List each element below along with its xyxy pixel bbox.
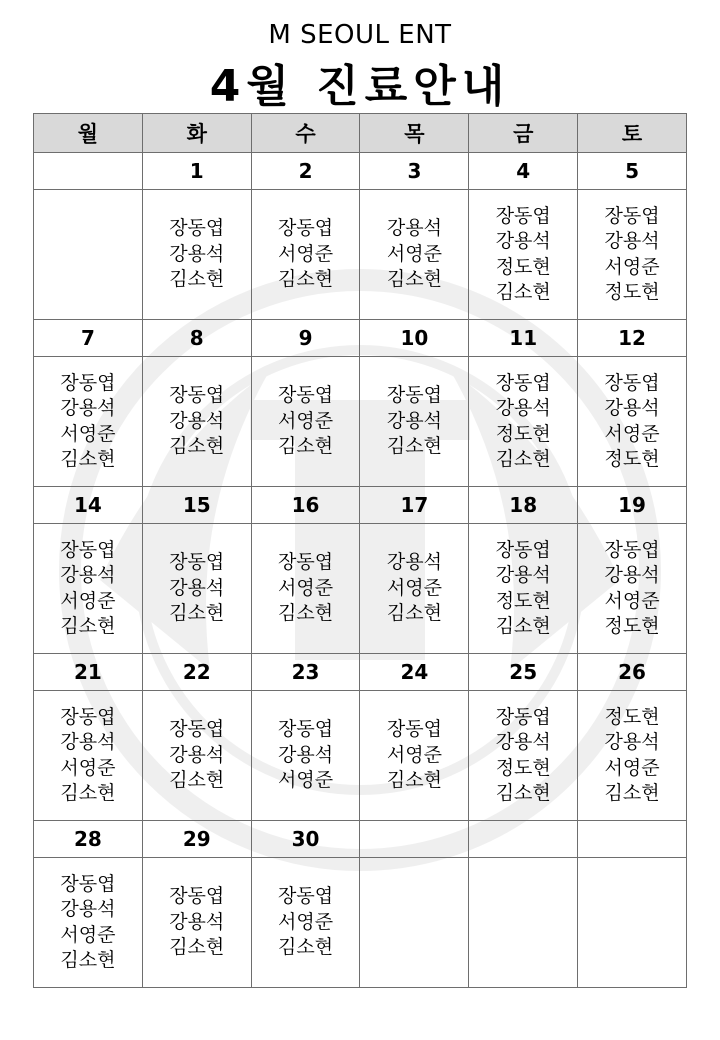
page-title: 4월 진료안내 <box>209 61 511 112</box>
doctor-name: 정도현 <box>495 255 551 278</box>
doctor-name: 정도현 <box>495 589 551 612</box>
doctor-name: 장동엽 <box>278 885 334 908</box>
doctor-name: 김소현 <box>386 769 442 792</box>
doctor-schedule-cell <box>578 190 687 320</box>
doctor-schedule-cell <box>142 858 251 988</box>
doctor-name: 김소현 <box>604 782 660 804</box>
doctor-name: 김소현 <box>60 615 116 637</box>
doctor-name: 김소현 <box>386 268 442 291</box>
doctor-name: 장동엽 <box>60 371 116 394</box>
doctor-name: 서영준 <box>60 756 116 779</box>
doctor-name: 강용석 <box>604 397 660 419</box>
doctor-name: 서영준 <box>278 409 334 432</box>
doctor-schedule-cell <box>578 858 687 988</box>
doctor-name: 정도현 <box>604 281 660 303</box>
doctor-name: 정도현 <box>604 615 660 637</box>
doctor-schedule-cell <box>251 691 360 821</box>
date-cell: 12 <box>578 320 687 357</box>
doctor-schedule-cell <box>360 357 469 487</box>
doctor-schedule-cell <box>469 357 578 487</box>
doctor-name: 서영준 <box>278 910 334 933</box>
doctor-schedule-cell <box>251 524 360 654</box>
doctor-row <box>34 190 687 320</box>
date-cell: 15 <box>142 487 251 524</box>
doctor-name: 서영준 <box>604 422 660 445</box>
date-cell: 1 <box>142 153 251 190</box>
date-cell: 10 <box>360 320 469 357</box>
doctor-name: 서영준 <box>604 255 660 278</box>
date-cell: 30 <box>251 821 360 858</box>
doctor-name: 강용석 <box>386 409 442 432</box>
doctor-name: 김소현 <box>169 769 225 792</box>
calendar-body <box>34 153 687 988</box>
doctor-name: 김소현 <box>386 602 442 625</box>
doctor-name: 강용석 <box>495 230 551 252</box>
doctor-name: 강용석 <box>495 731 551 753</box>
doctor-schedule-cell <box>360 524 469 654</box>
date-cell: 19 <box>578 487 687 524</box>
doctor-name: 김소현 <box>169 936 225 959</box>
doctor-schedule-cell <box>469 858 578 988</box>
doctor-name: 김소현 <box>278 602 334 625</box>
doctor-name: 장동엽 <box>604 538 660 561</box>
date-cell: 11 <box>469 320 578 357</box>
doctor-name: 김소현 <box>60 448 116 470</box>
doctor-name: 강용석 <box>386 217 442 240</box>
doctor-name: 장동엽 <box>386 384 442 407</box>
doctor-schedule-cell <box>34 357 143 487</box>
doctor-schedule-cell <box>360 691 469 821</box>
doctor-name: 김소현 <box>169 602 225 625</box>
doctor-name: 강용석 <box>495 564 551 586</box>
doctor-name: 서영준 <box>386 576 442 599</box>
doctor-name: 장동엽 <box>495 705 551 728</box>
doctor-name: 김소현 <box>278 936 334 959</box>
doctor-schedule-cell <box>469 524 578 654</box>
doctor-name: 서영준 <box>278 576 334 599</box>
date-cell: 5 <box>578 153 687 190</box>
doctor-name: 강용석 <box>60 898 116 920</box>
doctor-schedule-cell <box>142 524 251 654</box>
doctor-name: 장동엽 <box>278 217 334 240</box>
doctor-name: 강용석 <box>495 397 551 419</box>
date-cell <box>578 821 687 858</box>
doctor-schedule-cell <box>34 190 143 320</box>
date-cell: 23 <box>251 654 360 691</box>
date-cell: 7 <box>34 320 143 357</box>
doctor-row <box>34 524 687 654</box>
doctor-name: 김소현 <box>495 281 551 303</box>
doctor-name: 장동엽 <box>169 384 225 407</box>
doctor-name: 김소현 <box>60 949 116 971</box>
doctor-name: 장동엽 <box>495 371 551 394</box>
doctor-name: 강용석 <box>169 242 225 265</box>
doctor-row <box>34 357 687 487</box>
doctor-name: 강용석 <box>386 551 442 574</box>
doctor-name: 서영준 <box>60 923 116 946</box>
doctor-schedule-cell <box>251 190 360 320</box>
doctor-name: 정도현 <box>495 756 551 779</box>
doctor-name: 서영준 <box>278 769 334 792</box>
doctor-schedule-cell <box>34 691 143 821</box>
date-cell: 21 <box>34 654 143 691</box>
date-cell: 9 <box>251 320 360 357</box>
doctor-schedule-cell <box>578 524 687 654</box>
doctor-name: 강용석 <box>60 564 116 586</box>
doctor-name: 강용석 <box>169 409 225 432</box>
date-cell: 4 <box>469 153 578 190</box>
doctor-name: 김소현 <box>278 435 334 458</box>
doctor-name: 김소현 <box>278 268 334 291</box>
date-cell <box>360 821 469 858</box>
date-row <box>34 487 687 524</box>
doctor-name: 김소현 <box>169 435 225 458</box>
weekday-thu: 목 <box>360 114 469 153</box>
doctor-schedule-cell <box>34 524 143 654</box>
doctor-row <box>34 858 687 988</box>
doctor-schedule-cell <box>142 357 251 487</box>
doctor-name: 장동엽 <box>604 204 660 227</box>
doctor-name: 장동엽 <box>169 551 225 574</box>
doctor-name: 정도현 <box>604 705 660 728</box>
doctor-name: 김소현 <box>386 435 442 458</box>
doctor-name: 김소현 <box>169 268 225 291</box>
doctor-name: 장동엽 <box>169 885 225 908</box>
doctor-name: 강용석 <box>278 743 334 766</box>
doctor-schedule-cell <box>251 858 360 988</box>
doctor-name: 서영준 <box>604 589 660 612</box>
doctor-name: 서영준 <box>604 756 660 779</box>
doctor-name: 강용석 <box>169 743 225 766</box>
date-cell: 3 <box>360 153 469 190</box>
doctor-schedule-cell <box>469 190 578 320</box>
date-cell: 29 <box>142 821 251 858</box>
weekday-wed: 수 <box>251 114 360 153</box>
doctor-name: 정도현 <box>604 448 660 470</box>
doctor-row <box>34 691 687 821</box>
date-cell: 2 <box>251 153 360 190</box>
doctor-name: 김소현 <box>495 615 551 637</box>
doctor-name: 서영준 <box>60 589 116 612</box>
doctor-name: 장동엽 <box>278 551 334 574</box>
weekday-fri: 금 <box>469 114 578 153</box>
date-cell: 25 <box>469 654 578 691</box>
doctor-name: 강용석 <box>60 397 116 419</box>
doctor-name: 김소현 <box>495 782 551 804</box>
date-row <box>34 320 687 357</box>
doctor-name: 강용석 <box>604 564 660 586</box>
doctor-schedule-cell <box>578 357 687 487</box>
schedule-calendar <box>33 113 687 988</box>
doctor-name: 서영준 <box>386 242 442 265</box>
weekday-mon: 월 <box>34 114 143 153</box>
date-cell <box>469 821 578 858</box>
doctor-name: 장동엽 <box>60 872 116 895</box>
doctor-schedule-cell <box>360 190 469 320</box>
date-cell: 8 <box>142 320 251 357</box>
doctor-schedule-cell <box>469 691 578 821</box>
date-cell: 26 <box>578 654 687 691</box>
doctor-name: 장동엽 <box>495 538 551 561</box>
doctor-name: 강용석 <box>169 576 225 599</box>
weekday-header-row <box>34 114 687 153</box>
doctor-name: 강용석 <box>60 731 116 753</box>
doctor-name: 장동엽 <box>604 371 660 394</box>
date-cell: 22 <box>142 654 251 691</box>
doctor-name: 장동엽 <box>169 718 225 741</box>
date-row <box>34 654 687 691</box>
doctor-schedule-cell <box>142 190 251 320</box>
doctor-name: 장동엽 <box>169 217 225 240</box>
doctor-name: 정도현 <box>495 422 551 445</box>
doctor-name: 김소현 <box>495 448 551 470</box>
date-cell: 16 <box>251 487 360 524</box>
date-cell: 28 <box>34 821 143 858</box>
doctor-name: 장동엽 <box>60 538 116 561</box>
date-cell <box>34 153 143 190</box>
doctor-name: 장동엽 <box>495 204 551 227</box>
doctor-name: 서영준 <box>278 242 334 265</box>
date-row <box>34 821 687 858</box>
doctor-name: 서영준 <box>386 743 442 766</box>
doctor-schedule-cell <box>34 858 143 988</box>
doctor-name: 강용석 <box>604 731 660 753</box>
doctor-name: 서영준 <box>60 422 116 445</box>
doctor-schedule-cell <box>578 691 687 821</box>
weekday-sat: 토 <box>578 114 687 153</box>
date-row <box>34 153 687 190</box>
doctor-name: 강용석 <box>604 230 660 252</box>
doctor-name: 장동엽 <box>386 718 442 741</box>
weekday-tue: 화 <box>142 114 251 153</box>
doctor-name: 장동엽 <box>278 384 334 407</box>
doctor-schedule-cell <box>251 357 360 487</box>
date-cell: 24 <box>360 654 469 691</box>
clinic-brand: M SEOUL ENT <box>268 20 452 50</box>
date-cell: 14 <box>34 487 143 524</box>
doctor-schedule-cell <box>360 858 469 988</box>
date-cell: 17 <box>360 487 469 524</box>
date-cell: 18 <box>469 487 578 524</box>
doctor-name: 장동엽 <box>60 705 116 728</box>
doctor-name: 김소현 <box>60 782 116 804</box>
doctor-name: 강용석 <box>169 910 225 933</box>
doctor-name: 장동엽 <box>278 718 334 741</box>
doctor-schedule-cell <box>142 691 251 821</box>
